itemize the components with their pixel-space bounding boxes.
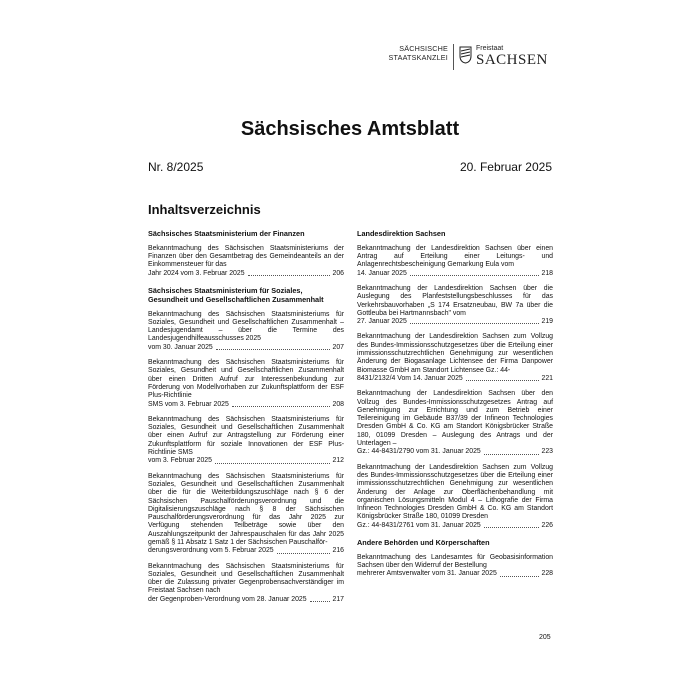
toc-entry-last-line: Gz.: 44-8431/2790 vom 31. Januar 2025 [357,448,481,456]
toc-page-number: 228 [541,570,553,578]
toc-page-number: 208 [332,400,344,408]
toc-entry[interactable] [357,390,553,456]
ministry-line-1: SÄCHSISCHE [399,44,448,53]
toc-entry-tail [148,457,344,465]
toc-entry-text: Bekanntmachung des Sächsischen Staatsministeriums der Finanzen über den Gesamtbetrag des Gemeindeanteils an der Einkommensteuer für das [148,244,344,269]
toc-dot-leader [500,576,539,577]
toc-page-number: 212 [332,457,344,465]
toc-entry[interactable] [148,311,344,352]
toc-page-number: 206 [332,269,344,277]
toc-page-number: 218 [541,269,553,277]
toc-entry[interactable] [357,464,553,530]
toc-entry-text: Bekanntmachung des Landesamtes für Geobasisinformation Sachsen über den Widerruf der Bestellung [357,553,553,570]
toc-entry-tail [357,270,553,278]
toc-dot-leader [466,380,539,381]
toc-entry-last-line: Jahr 2024 vom 3. Februar 2025 [148,269,245,277]
toc-entry-tail [357,570,553,578]
toc-entry-text: Bekanntmachung der Landesdirektion Sachsen über einen Antrag auf Erteilung einer Leitungs- und Anlagenrechtsbescheinigung Gemarkung Eula vom [357,244,553,269]
toc-entry[interactable] [148,245,344,278]
toc-left-column [148,230,344,611]
toc-page-number: 226 [541,521,553,529]
toc-dot-leader [232,406,330,407]
toc-entry-text: Bekanntmachung des Sächsischen Staatsministeriums für Soziales, Gesundheit und Gesellschaftlichen Zusammenhalt über die Zulassung privater Gegenprobensachverständiger im Freistaat Sachsen nach [148,562,344,595]
toc-entry-text: Bekanntmachung der Landesdirektion Sachsen zum Vollzug des Bundes-Immissionsschutzgesetzes über die Erteilung einer immissionsschutzrechtlichen Genehmigung zur wesentlichen Änderung der Anlage zur Oberflächenbehandlung mit organischen Lösungsmitteln Modul 4 – Lithografie der Firma Infineon Technologies Dresden GmbH & Co. KG am Standort Königsbrücker Straße 180, 01099 Dresden [357,463,553,521]
toc-entry-text: Bekanntmachung des Sächsischen Staatsministeriums für Soziales, Gesundheit und Gesellschaftlichen Zusammenhalt – Landesjugendamt – über die Termine des Landesjugendhilfeausschusses 2025 [148,310,344,343]
toc-entry[interactable] [357,333,553,383]
toc-section-title: Landesdirektion Sachsen [357,229,446,238]
toc-entry-text: Bekanntmachung der Landesdirektion Sachsen zum Vollzug des Bundes-Immissionsschutzgesetzes über die Erteilung einer immissionsschutzrechtlichen Genehmigung zur wesentlichen Änderung der Biogasanlage Lichtensee der Firma Danpower Biomasse GmbH am Standort Lichtensee Gz.: 44- [357,333,553,374]
toc-entry-last-line: 8431/2132/4 Vom 14. Januar 2025 [357,374,463,382]
toc-entry-text: Bekanntmachung des Sächsischen Staatsministeriums für Soziales, Gesundheit und Gesellschaftlichen Zusammenhalt über die für die Weiterbildungszuschläge nach § 6 der Sächsischen Pauschalförderungsverordnung und die Digitalisierungszuschläge nach § 8 der Sächsischen Pauschalförderungsverordnung für das Jahr 2025 zur Verfügung stehenden Teilbeträge sowie über den Auszahlungszeitpunkt der Jahrespauschalen für das Jahr 2025 gemäß § 11 Absatz 1 Satz 1 der Sächsischen Pauschalför- [148,472,344,546]
toc-right-column [357,230,553,586]
toc-entry-text: Bekanntmachung der Landesdirektion Sachsen über die Auslegung des Planfeststellungsbeschlusses für das Verkehrsbauvorhaben „S 174 Ersatzneubau, BW 7a über die Gottleuba bei Hartmannsbach" vom [357,284,553,317]
toc-entry-tail [148,401,344,409]
toc-dot-leader [484,454,539,455]
toc-page-number: 216 [332,547,344,555]
toc-entry-tail [357,318,553,326]
ministry-line-2: STAATSKANZLEI [388,53,448,62]
toc-dot-leader [410,275,539,276]
toc-dot-leader [277,553,330,554]
toc-page-number: 219 [541,318,553,326]
toc-entry-last-line: 14. Januar 2025 [357,269,407,277]
toc-section-title: Sächsisches Staatsministerium der Finanzen [148,229,305,238]
toc-entry-tail [148,596,344,604]
toc-entry-last-line: vom 30. Januar 2025 [148,343,213,351]
toc-entry-tail [148,547,344,555]
toc-entry-last-line: Gz.: 44-8431/2761 vom 31. Januar 2025 [357,521,481,529]
ministry-wordmark [386,44,448,62]
toc-entry[interactable] [148,473,344,556]
toc-entry-last-line: vom 3. Februar 2025 [148,457,212,465]
sachsen-wordmark: SACHSEN [476,52,548,68]
toc-entry-tail [357,448,553,456]
toc-entry-text: Bekanntmachung des Sächsischen Staatsministeriums für Soziales, Gesundheit und Gesellschaftlichen Zusammenhalt über einen Aufruf zur Antragstellung zur Förderung einer Zukunftsplattform für soziale Innovationen der ESF Plus-Richtlinie SMS [148,415,344,457]
toc-page-number: 221 [541,374,553,382]
toc-entry-last-line: mehrerer Amtsverwalter vom 31. Januar 2025 [357,570,497,578]
toc-entry-last-line: derungsverordnung vom 5. Februar 2025 [148,547,274,555]
toc-entry[interactable] [357,554,553,579]
toc-entry-tail [148,270,344,278]
toc-entry-tail [357,522,553,530]
toc-section-title: Sächsisches Staatsministerium für Soziales, Gesundheit und Gesellschaftlichen Zusammenhalt [148,285,324,304]
toc-dot-leader [248,275,330,276]
toc-dot-leader [215,463,330,464]
page-number: 205 [539,634,551,641]
toc-entry-last-line: 27. Januar 2025 [357,318,407,326]
toc-page-number: 223 [541,448,553,456]
toc-heading: Inhaltsverzeichnis [148,202,261,217]
toc-entry-text: Bekanntmachung des Sächsischen Staatsministeriums für Soziales, Gesundheit und Gesellschaftlichen Zusammenhalt über einen Dritten Aufruf zur Interessenbekundung zur Förderung von Modellvorhaben zur Zukunftsplattform der ESF Plus-Richtlinie [148,359,344,400]
toc-page-number: 207 [332,343,344,351]
issue-date: 20. Februar 2025 [459,160,552,174]
toc-dot-leader [410,323,539,324]
toc-entry[interactable] [357,245,553,278]
toc-dot-leader [484,527,539,528]
toc-entry-last-line: SMS vom 3. Februar 2025 [148,400,229,408]
freistaat-label: Freistaat [476,45,504,52]
toc-entry-text: Bekanntmachung der Landesdirektion Sachsen über den Vollzug des Bundes-Immissionsschutzgesetzes Antrag auf Genehmigung zur Errichtung und zum Betrieb einer Teilereinigung im Gebäude B37/39 der Infineon Technologies Dresden GmbH & Co. KG am Standort Königsbrücker Straße 180, 01099 Dresden – Auslegung des Antrags und der Unterlagen – [357,390,553,448]
toc-entry-last-line: der Gegenproben-Verordnung vom 28. Januar 2025 [148,595,307,603]
toc-section-title: Andere Behörden und Körperschaften [357,538,490,547]
toc-page-number: 217 [332,595,344,603]
toc-entry-tail [357,375,553,383]
toc-entry-tail [148,344,344,352]
toc-entry[interactable] [148,359,344,409]
toc-entry[interactable] [357,285,553,326]
toc-dot-leader [216,349,330,350]
toc-entry[interactable] [148,416,344,466]
issue-number: Nr. 8/2025 [148,160,204,174]
logo-divider [453,44,454,70]
toc-entry[interactable] [148,563,344,604]
page-title: Sächsisches Amtsblatt [240,118,460,140]
coat-of-arms-icon [459,46,472,64]
toc-dot-leader [310,601,330,602]
logo [386,44,556,74]
